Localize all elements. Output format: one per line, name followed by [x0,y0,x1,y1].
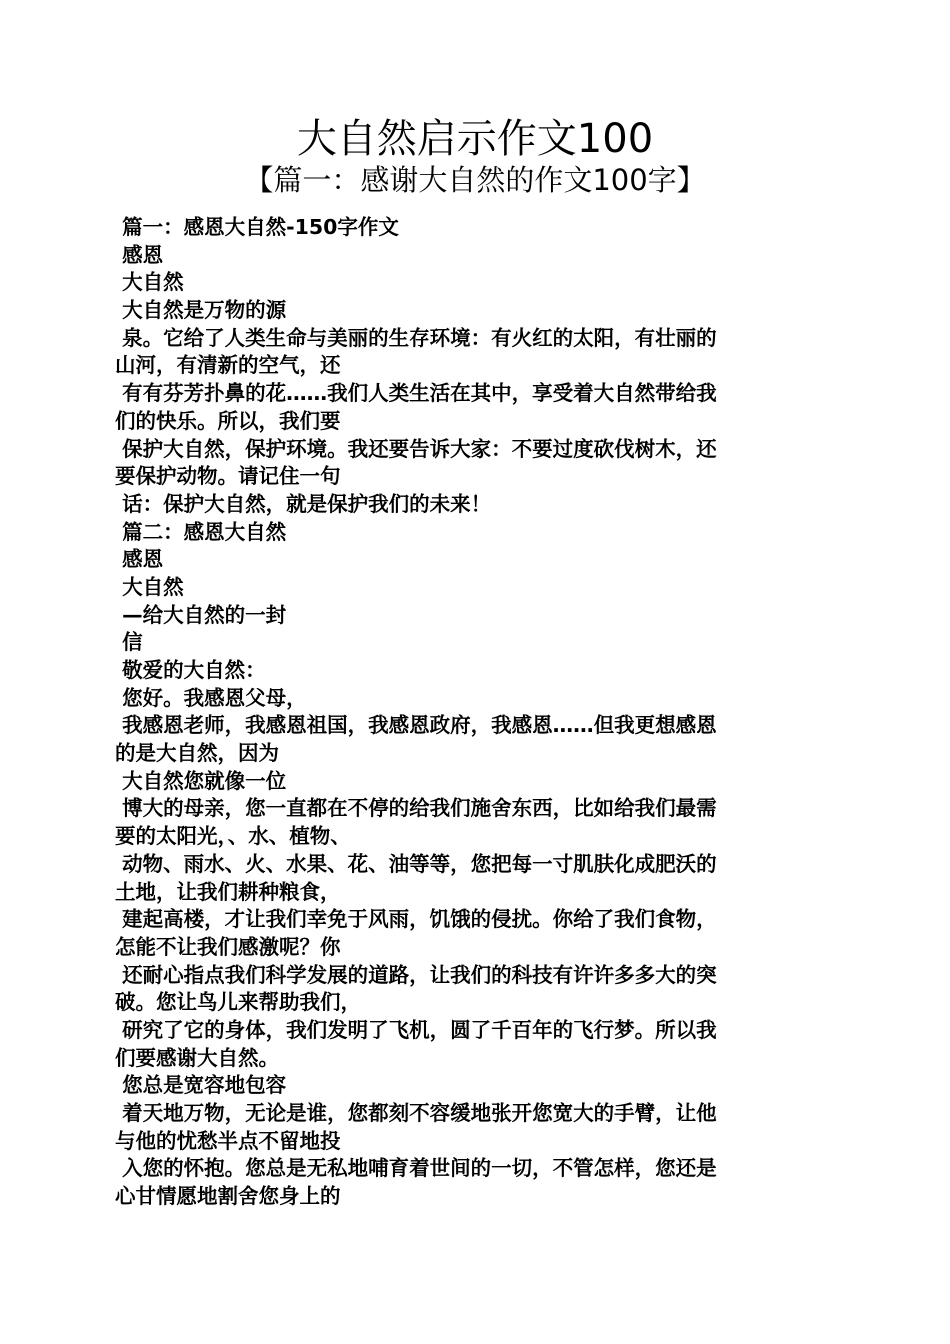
text-line: 您总是宽容地包容 [115,1073,287,1098]
text-line: 话：保护大自然，就是保护我们的未来！ [115,491,492,516]
text-line: 敬爱的大自然： [115,658,266,682]
text-line: 有有芬芳扑鼻的花……我们人类生活在其中，享受着大自然带给我 [115,381,717,406]
text-line: 动物、雨水、火、水果、花、油等等，您把每一寸肌肤化成肥沃的 [115,851,717,876]
text-line: 泉。它给了人类生命与美丽的生存环境：有火红的太阳，有壮丽的 [115,325,717,350]
text-line: 心甘情愿地割舍您身上的 [115,1184,341,1209]
document-body [115,214,820,1211]
text-line: 大自然 [115,574,184,599]
text-line: 入您的怀抱。您总是无私地哺育着世间的一切，不管怎样，您还是 [115,1156,717,1181]
text-line: 研究了它的身体，我们发明了飞机，圆了千百年的飞行梦。所以我 [115,1017,717,1042]
text-line: 感恩 [115,547,164,572]
text-line: 感恩 [115,242,164,267]
text-line: 土地，让我们耕种粮食， [115,879,341,904]
text-line: 着天地万物，无论是谁，您都刻不容缓地张开您宽大的手臂，让他 [115,1101,717,1125]
text-line: 大自然 [115,270,184,295]
document-title: 大自然启示作文100 [296,116,654,162]
text-line: 要保护动物。请记住一句 [115,464,341,489]
text-line: 篇一：感恩大自然-150字作文 [115,215,399,239]
text-line: 大自然是万物的源 [115,298,287,323]
text-line: 大自然您就像一位 [115,768,287,793]
document-subtitle: 【篇一：感谢大自然的作文100字】 [244,163,706,197]
text-line: 我感恩老师，我感恩祖国，我感恩政府，我感恩……但我更想感恩 [115,713,717,738]
text-line: 信 [115,630,143,655]
text-line: 们的快乐。所以，我们要 [115,408,341,433]
text-line: 要的太阳光，、水、植物、 [115,824,351,849]
text-line: —给大自然的一封 [115,602,287,627]
text-line: 篇二：感恩大自然 [115,519,287,544]
text-line: 还耐心指点我们科学发展的道路，让我们的科技有许许多多大的突 [115,962,717,987]
text-line: 博大的母亲，您一直都在不停的给我们施舍东西，比如给我们最需 [115,796,717,821]
text-line: 建起高楼，才让我们幸免于风雨，饥饿的侵扰。你给了我们食物， [115,907,717,932]
text-line: 的是大自然，因为 [115,741,279,766]
text-line: 与他的忧愁半点不留地投 [115,1128,341,1153]
text-line: 保护大自然，保护环境。我还要告诉大家：不要过度砍伐树木，还 [115,436,717,461]
text-line: 怎能不让我们感激呢？你 [115,934,341,959]
text-line: 您好。我感恩父母， [115,685,307,710]
text-line: 山河，有清新的空气，还 [115,353,341,378]
text-line: 破。您让鸟儿来帮助我们， [115,990,361,1015]
text-line: 们要感谢大自然。 [115,1045,279,1070]
